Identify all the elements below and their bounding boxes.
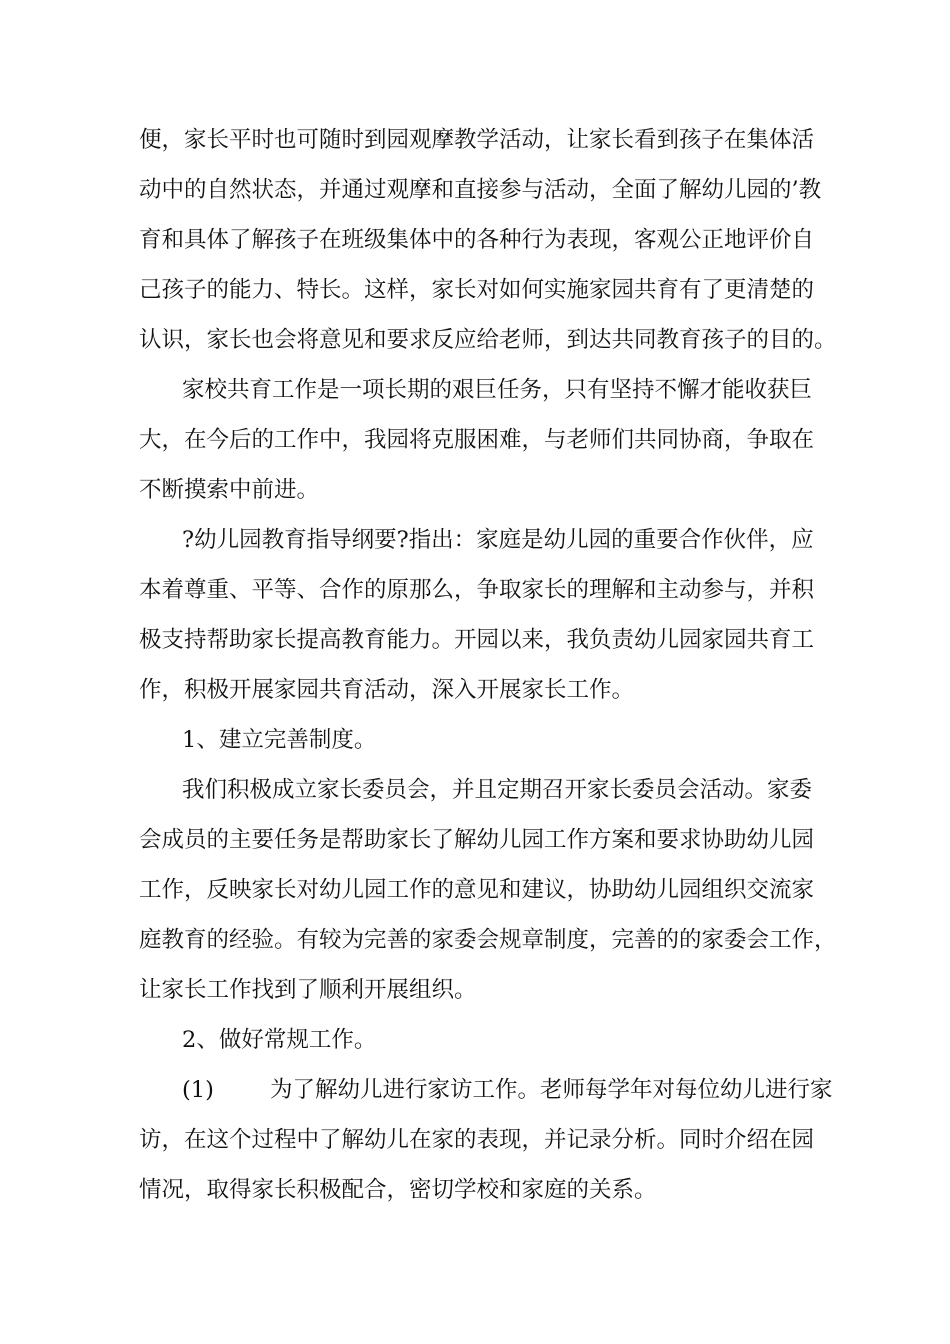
text-line: 工作，反映家长对幼儿园工作的意见和建议，协助幼儿园组织交流家 [139, 877, 815, 903]
paragraph-first-line: ?幼儿园教育指导纲要?指出：家庭是幼儿园的重要合作伙伴，应 [182, 527, 814, 553]
text-line: 不断摸索中前进。 [139, 477, 320, 503]
section-heading: 2、做好常规工作。 [182, 1027, 377, 1053]
text-line: 育和具体了解孩子在班级集体中的各种行为表现，客观公正地评价自 [139, 227, 815, 253]
item-number: (1) [182, 1077, 214, 1103]
text-line: 认识，家长也会将意见和要求反应给老师，到达共同教育孩子的目的。 [139, 327, 837, 353]
text-line: 动中的自然状态，并通过观摩和直接参与活动，全面了解幼儿园的’教 [139, 177, 822, 203]
text-line: 作，积极开展家园共育活动，深入开展家长工作。 [139, 677, 635, 703]
text-line: 让家长工作找到了顺利开展组织。 [139, 977, 477, 1003]
paragraph-first-line: 我们积极成立家长委员会，并且定期召开家长委员会活动。家委 [182, 777, 813, 803]
text-line: 庭教育的经验。有较为完善的家委会规章制度，完善的的家委会工作， [139, 927, 837, 953]
text-line: 极支持帮助家长提高教育能力。开园以来，我负责幼儿园家园共育工 [139, 627, 815, 653]
text-line: 己孩子的能力、特长。这样，家长对如何实施家园共育有了更清楚的 [139, 277, 815, 303]
paragraph-first-line: 家校共育工作是一项长期的艰巨任务，只有坚持不懈才能收获巨 [182, 377, 813, 403]
text-line: 本着尊重、平等、合作的原那么，争取家长的理解和主动参与，并积 [139, 577, 815, 603]
section-heading: 1、建立完善制度。 [182, 727, 377, 753]
text-line: 便，家长平时也可随时到园观摩教学活动，让家长看到孩子在集体活 [139, 127, 815, 153]
text-line: 大，在今后的工作中，我园将克服困难，与老师们共同协商，争取在 [139, 427, 815, 453]
list-item-first-line [182, 1075, 833, 1105]
item-text: 为了解幼儿进行家访工作。老师每学年对每位幼儿进行家 [270, 1077, 833, 1103]
text-line: 会成员的主要任务是帮助家长了解幼儿园工作方案和要求协助幼儿园 [139, 827, 815, 853]
text-line: 访，在这个过程中了解幼儿在家的表现，并记录分析。同时介绍在园 [139, 1127, 815, 1153]
text-line: 情况，取得家长积极配合，密切学校和家庭的关系。 [139, 1177, 657, 1203]
